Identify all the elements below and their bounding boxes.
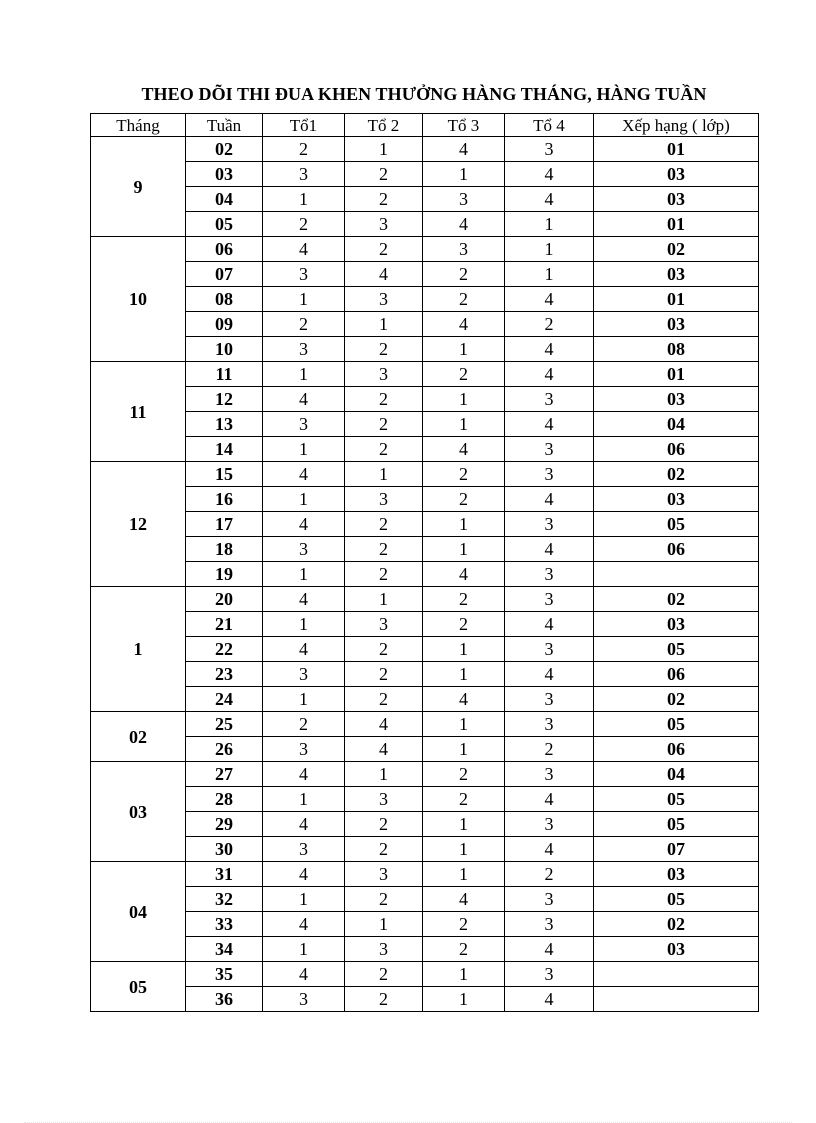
week-cell: 27 xyxy=(186,762,263,787)
month-cell: 10 xyxy=(91,237,186,362)
team-1-score-cell: 3 xyxy=(263,537,345,562)
week-cell: 22 xyxy=(186,637,263,662)
week-cell: 11 xyxy=(186,362,263,387)
team-2-score-cell: 1 xyxy=(345,137,423,162)
week-cell: 20 xyxy=(186,587,263,612)
team-4-score-cell: 3 xyxy=(505,462,594,487)
team-2-score-cell: 2 xyxy=(345,562,423,587)
team-4-score-cell: 1 xyxy=(505,262,594,287)
page-title: THEO DÕI THI ĐUA KHEN THƯỞNG HÀNG THÁNG, HÀNG TUẦN xyxy=(141,84,707,104)
table-row xyxy=(91,712,759,737)
team-1-score-cell: 3 xyxy=(263,987,345,1012)
team-3-score-cell: 2 xyxy=(423,287,505,312)
class-rank-cell: 08 xyxy=(594,337,759,362)
team-2-score-cell: 3 xyxy=(345,487,423,512)
team-2-score-cell: 2 xyxy=(345,537,423,562)
table-row xyxy=(91,662,759,687)
week-cell: 12 xyxy=(186,387,263,412)
table-row xyxy=(91,687,759,712)
month-cell: 02 xyxy=(91,712,186,762)
team-4-score-cell: 4 xyxy=(505,987,594,1012)
week-cell: 03 xyxy=(186,162,263,187)
week-cell: 06 xyxy=(186,237,263,262)
team-4-score-cell: 2 xyxy=(505,737,594,762)
table-row xyxy=(91,887,759,912)
week-cell: 26 xyxy=(186,737,263,762)
class-rank-cell: 01 xyxy=(594,362,759,387)
team-2-score-cell: 3 xyxy=(345,787,423,812)
table-row xyxy=(91,362,759,387)
team-3-score-cell: 4 xyxy=(423,887,505,912)
team-2-score-cell: 2 xyxy=(345,512,423,537)
table-row xyxy=(91,762,759,787)
class-rank-cell xyxy=(594,562,759,587)
class-rank-cell: 01 xyxy=(594,287,759,312)
table-row xyxy=(91,337,759,362)
week-cell: 17 xyxy=(186,512,263,537)
week-cell: 21 xyxy=(186,612,263,637)
team-1-score-cell: 4 xyxy=(263,462,345,487)
team-4-score-cell: 3 xyxy=(505,687,594,712)
class-rank-cell: 03 xyxy=(594,187,759,212)
team-3-score-cell: 2 xyxy=(423,362,505,387)
team-1-score-cell: 4 xyxy=(263,587,345,612)
class-rank-cell: 06 xyxy=(594,737,759,762)
month-cell: 05 xyxy=(91,962,186,1012)
week-cell: 10 xyxy=(186,337,263,362)
team-4-score-cell: 4 xyxy=(505,612,594,637)
team-4-score-cell: 4 xyxy=(505,162,594,187)
header-row xyxy=(91,114,759,137)
team-3-score-cell: 1 xyxy=(423,812,505,837)
class-rank-cell: 04 xyxy=(594,762,759,787)
header-team-3: Tổ 3 xyxy=(423,114,505,137)
table-row xyxy=(91,962,759,987)
team-1-score-cell: 1 xyxy=(263,437,345,462)
week-cell: 36 xyxy=(186,987,263,1012)
table-row xyxy=(91,137,759,162)
team-4-score-cell: 3 xyxy=(505,762,594,787)
month-cell: 1 xyxy=(91,587,186,712)
class-rank-cell: 05 xyxy=(594,512,759,537)
team-2-score-cell: 2 xyxy=(345,812,423,837)
table-row xyxy=(91,512,759,537)
week-cell: 35 xyxy=(186,962,263,987)
team-3-score-cell: 1 xyxy=(423,387,505,412)
table-row xyxy=(91,812,759,837)
team-4-score-cell: 3 xyxy=(505,962,594,987)
team-1-score-cell: 4 xyxy=(263,812,345,837)
team-3-score-cell: 4 xyxy=(423,137,505,162)
team-2-score-cell: 2 xyxy=(345,687,423,712)
team-3-score-cell: 1 xyxy=(423,862,505,887)
class-rank-cell: 04 xyxy=(594,412,759,437)
class-rank-cell: 02 xyxy=(594,237,759,262)
team-4-score-cell: 4 xyxy=(505,487,594,512)
week-cell: 24 xyxy=(186,687,263,712)
team-1-score-cell: 4 xyxy=(263,637,345,662)
team-2-score-cell: 3 xyxy=(345,212,423,237)
team-4-score-cell: 3 xyxy=(505,512,594,537)
team-2-score-cell: 2 xyxy=(345,887,423,912)
team-4-score-cell: 4 xyxy=(505,787,594,812)
team-1-score-cell: 3 xyxy=(263,662,345,687)
header-team-1: Tổ1 xyxy=(263,114,345,137)
team-3-score-cell: 1 xyxy=(423,962,505,987)
class-rank-cell: 03 xyxy=(594,387,759,412)
team-4-score-cell: 3 xyxy=(505,562,594,587)
team-1-score-cell: 3 xyxy=(263,262,345,287)
team-4-score-cell: 4 xyxy=(505,937,594,962)
team-2-score-cell: 2 xyxy=(345,187,423,212)
team-2-score-cell: 1 xyxy=(345,312,423,337)
class-rank-cell: 03 xyxy=(594,612,759,637)
team-4-score-cell: 1 xyxy=(505,212,594,237)
class-rank-cell: 06 xyxy=(594,437,759,462)
team-2-score-cell: 4 xyxy=(345,262,423,287)
week-cell: 18 xyxy=(186,537,263,562)
class-rank-cell: 03 xyxy=(594,312,759,337)
team-4-score-cell: 3 xyxy=(505,137,594,162)
team-2-score-cell: 2 xyxy=(345,337,423,362)
week-cell: 04 xyxy=(186,187,263,212)
class-rank-cell xyxy=(594,987,759,1012)
team-3-score-cell: 1 xyxy=(423,337,505,362)
table-row xyxy=(91,837,759,862)
header-month: Tháng xyxy=(91,114,186,137)
team-1-score-cell: 3 xyxy=(263,337,345,362)
team-3-score-cell: 4 xyxy=(423,212,505,237)
team-3-score-cell: 2 xyxy=(423,787,505,812)
class-rank-cell: 03 xyxy=(594,162,759,187)
table-row xyxy=(91,737,759,762)
month-cell: 11 xyxy=(91,362,186,462)
class-rank-cell: 03 xyxy=(594,487,759,512)
team-4-score-cell: 2 xyxy=(505,312,594,337)
week-cell: 15 xyxy=(186,462,263,487)
class-rank-cell: 02 xyxy=(594,462,759,487)
team-3-score-cell: 2 xyxy=(423,762,505,787)
header-team-2: Tổ 2 xyxy=(345,114,423,137)
month-cell: 03 xyxy=(91,762,186,862)
week-cell: 19 xyxy=(186,562,263,587)
table-row xyxy=(91,437,759,462)
team-2-score-cell: 3 xyxy=(345,362,423,387)
team-3-score-cell: 3 xyxy=(423,187,505,212)
week-cell: 16 xyxy=(186,487,263,512)
table-row xyxy=(91,637,759,662)
team-3-score-cell: 2 xyxy=(423,487,505,512)
team-2-score-cell: 2 xyxy=(345,837,423,862)
team-1-score-cell: 1 xyxy=(263,187,345,212)
team-2-score-cell: 2 xyxy=(345,437,423,462)
team-4-score-cell: 3 xyxy=(505,712,594,737)
header-class-rank: Xếp hạng ( lớp) xyxy=(594,114,759,137)
table-row xyxy=(91,787,759,812)
team-2-score-cell: 3 xyxy=(345,937,423,962)
team-1-score-cell: 1 xyxy=(263,362,345,387)
table-row xyxy=(91,312,759,337)
team-1-score-cell: 4 xyxy=(263,387,345,412)
team-3-score-cell: 1 xyxy=(423,737,505,762)
team-1-score-cell: 1 xyxy=(263,612,345,637)
month-cell: 9 xyxy=(91,137,186,237)
team-2-score-cell: 1 xyxy=(345,462,423,487)
team-3-score-cell: 4 xyxy=(423,312,505,337)
team-3-score-cell: 2 xyxy=(423,587,505,612)
month-cell: 04 xyxy=(91,862,186,962)
team-2-score-cell: 2 xyxy=(345,237,423,262)
team-2-score-cell: 2 xyxy=(345,387,423,412)
table-row xyxy=(91,162,759,187)
class-rank-cell: 06 xyxy=(594,537,759,562)
week-cell: 25 xyxy=(186,712,263,737)
team-2-score-cell: 3 xyxy=(345,862,423,887)
team-1-score-cell: 3 xyxy=(263,837,345,862)
class-rank-cell: 02 xyxy=(594,587,759,612)
team-3-score-cell: 1 xyxy=(423,537,505,562)
team-4-score-cell: 3 xyxy=(505,912,594,937)
team-3-score-cell: 4 xyxy=(423,687,505,712)
class-rank-cell: 06 xyxy=(594,662,759,687)
table-row xyxy=(91,237,759,262)
week-cell: 13 xyxy=(186,412,263,437)
week-cell: 09 xyxy=(186,312,263,337)
week-cell: 34 xyxy=(186,937,263,962)
week-cell: 29 xyxy=(186,812,263,837)
table-row xyxy=(91,937,759,962)
team-2-score-cell: 2 xyxy=(345,637,423,662)
team-1-score-cell: 1 xyxy=(263,887,345,912)
class-rank-cell: 05 xyxy=(594,887,759,912)
table-row xyxy=(91,987,759,1012)
table-row xyxy=(91,412,759,437)
week-cell: 31 xyxy=(186,862,263,887)
team-2-score-cell: 2 xyxy=(345,162,423,187)
week-cell: 07 xyxy=(186,262,263,287)
team-4-score-cell: 4 xyxy=(505,537,594,562)
team-3-score-cell: 2 xyxy=(423,462,505,487)
class-rank-cell: 05 xyxy=(594,637,759,662)
team-1-score-cell: 1 xyxy=(263,287,345,312)
team-3-score-cell: 1 xyxy=(423,412,505,437)
class-rank-cell: 03 xyxy=(594,262,759,287)
week-cell: 14 xyxy=(186,437,263,462)
team-4-score-cell: 3 xyxy=(505,437,594,462)
team-1-score-cell: 1 xyxy=(263,787,345,812)
week-cell: 28 xyxy=(186,787,263,812)
team-1-score-cell: 1 xyxy=(263,562,345,587)
week-cell: 05 xyxy=(186,212,263,237)
class-rank-cell xyxy=(594,962,759,987)
table-row xyxy=(91,387,759,412)
team-1-score-cell: 2 xyxy=(263,212,345,237)
team-1-score-cell: 4 xyxy=(263,762,345,787)
month-cell: 12 xyxy=(91,462,186,587)
team-2-score-cell: 2 xyxy=(345,962,423,987)
team-1-score-cell: 2 xyxy=(263,137,345,162)
class-rank-cell: 07 xyxy=(594,837,759,862)
header-team-4: Tổ 4 xyxy=(505,114,594,137)
team-3-score-cell: 4 xyxy=(423,437,505,462)
team-4-score-cell: 3 xyxy=(505,387,594,412)
team-2-score-cell: 1 xyxy=(345,912,423,937)
team-3-score-cell: 1 xyxy=(423,512,505,537)
team-3-score-cell: 1 xyxy=(423,987,505,1012)
team-3-score-cell: 2 xyxy=(423,262,505,287)
table-body xyxy=(91,137,759,1012)
week-cell: 23 xyxy=(186,662,263,687)
team-1-score-cell: 4 xyxy=(263,862,345,887)
class-rank-cell: 05 xyxy=(594,812,759,837)
team-4-score-cell: 3 xyxy=(505,812,594,837)
team-3-score-cell: 4 xyxy=(423,562,505,587)
team-2-score-cell: 1 xyxy=(345,587,423,612)
team-1-score-cell: 4 xyxy=(263,237,345,262)
team-1-score-cell: 4 xyxy=(263,912,345,937)
team-1-score-cell: 3 xyxy=(263,412,345,437)
table-row xyxy=(91,587,759,612)
team-2-score-cell: 4 xyxy=(345,737,423,762)
table-row xyxy=(91,912,759,937)
team-3-score-cell: 1 xyxy=(423,662,505,687)
team-3-score-cell: 1 xyxy=(423,162,505,187)
team-1-score-cell: 1 xyxy=(263,687,345,712)
team-2-score-cell: 4 xyxy=(345,712,423,737)
class-rank-cell: 05 xyxy=(594,787,759,812)
team-4-score-cell: 4 xyxy=(505,337,594,362)
table-row xyxy=(91,187,759,212)
week-cell: 08 xyxy=(186,287,263,312)
team-4-score-cell: 1 xyxy=(505,237,594,262)
team-1-score-cell: 4 xyxy=(263,512,345,537)
week-cell: 33 xyxy=(186,912,263,937)
team-4-score-cell: 4 xyxy=(505,187,594,212)
team-3-score-cell: 3 xyxy=(423,237,505,262)
class-rank-cell: 03 xyxy=(594,862,759,887)
table-row xyxy=(91,862,759,887)
team-3-score-cell: 1 xyxy=(423,837,505,862)
team-1-score-cell: 4 xyxy=(263,962,345,987)
week-cell: 30 xyxy=(186,837,263,862)
table-row xyxy=(91,287,759,312)
class-rank-cell: 05 xyxy=(594,712,759,737)
class-rank-cell: 01 xyxy=(594,137,759,162)
team-4-score-cell: 3 xyxy=(505,887,594,912)
team-2-score-cell: 2 xyxy=(345,987,423,1012)
team-2-score-cell: 2 xyxy=(345,412,423,437)
table-row xyxy=(91,537,759,562)
team-3-score-cell: 1 xyxy=(423,712,505,737)
team-4-score-cell: 4 xyxy=(505,287,594,312)
team-2-score-cell: 1 xyxy=(345,762,423,787)
week-cell: 02 xyxy=(186,137,263,162)
week-cell: 32 xyxy=(186,887,263,912)
class-rank-cell: 01 xyxy=(594,212,759,237)
class-rank-cell: 03 xyxy=(594,937,759,962)
header-week: Tuần xyxy=(186,114,263,137)
team-3-score-cell: 2 xyxy=(423,612,505,637)
class-rank-cell: 02 xyxy=(594,912,759,937)
team-3-score-cell: 1 xyxy=(423,637,505,662)
table-row xyxy=(91,562,759,587)
table-row xyxy=(91,212,759,237)
class-rank-cell: 02 xyxy=(594,687,759,712)
team-3-score-cell: 2 xyxy=(423,937,505,962)
table-row xyxy=(91,487,759,512)
team-4-score-cell: 4 xyxy=(505,662,594,687)
emulation-table xyxy=(90,113,759,1012)
team-4-score-cell: 3 xyxy=(505,587,594,612)
team-2-score-cell: 2 xyxy=(345,662,423,687)
table-row xyxy=(91,612,759,637)
team-2-score-cell: 3 xyxy=(345,287,423,312)
team-4-score-cell: 4 xyxy=(505,837,594,862)
team-1-score-cell: 3 xyxy=(263,162,345,187)
team-1-score-cell: 2 xyxy=(263,312,345,337)
team-1-score-cell: 3 xyxy=(263,737,345,762)
team-2-score-cell: 3 xyxy=(345,612,423,637)
team-1-score-cell: 1 xyxy=(263,937,345,962)
team-4-score-cell: 3 xyxy=(505,637,594,662)
team-3-score-cell: 2 xyxy=(423,912,505,937)
team-1-score-cell: 1 xyxy=(263,487,345,512)
team-4-score-cell: 4 xyxy=(505,362,594,387)
team-4-score-cell: 4 xyxy=(505,412,594,437)
team-1-score-cell: 2 xyxy=(263,712,345,737)
table-row xyxy=(91,462,759,487)
team-4-score-cell: 2 xyxy=(505,862,594,887)
table-row xyxy=(91,262,759,287)
